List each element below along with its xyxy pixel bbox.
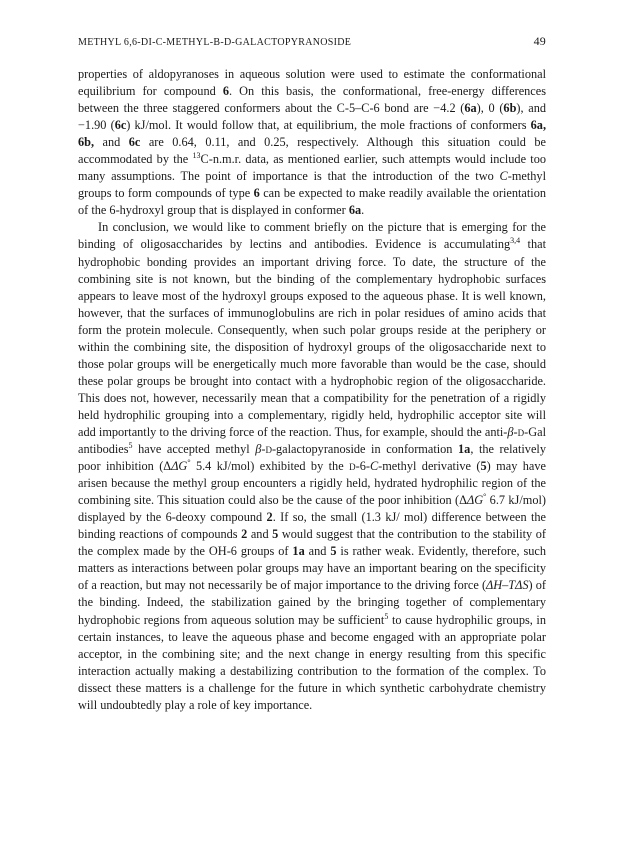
text-run: . If so, the small (1.3 kJ/ mol) difference between the binding reactions of compounds: [78, 510, 546, 542]
compound-ref: 6a: [464, 101, 477, 116]
compound-ref: 6c: [128, 135, 141, 150]
italic-term: β: [507, 424, 514, 439]
text-run: and: [304, 544, 331, 559]
superscript: 5: [128, 441, 133, 451]
text-run: d: [517, 424, 525, 439]
text-run: -Gal antibodies: [78, 424, 546, 457]
italic-term: β: [255, 442, 262, 457]
text-run: properties of aldopyranoses in aqueous solution were used to estimate the conformational equilibrium for compound: [78, 67, 546, 99]
italic-term: C: [499, 169, 508, 184]
compound-ref: 6: [253, 186, 260, 201]
italic-term: ΔG: [467, 493, 484, 508]
text-run: d: [265, 442, 272, 457]
italic-term: C: [369, 459, 379, 474]
text-run: ) may have arisen because the methyl group encounters a rigidly held, hydrated hydrophilic region of the combining site. This situation could also be the cause of the poor inhibition (Δ: [78, 459, 546, 508]
text-run: 5.4 kJ/mol) exhibited by the: [190, 459, 350, 474]
compound-ref: 6c: [114, 118, 127, 133]
text-run: 6.7 kJ/mol) displayed by the 6-deoxy compound: [78, 493, 546, 525]
superscript: °: [483, 492, 487, 502]
text-run: -methyl derivative (: [378, 459, 481, 474]
superscript: °: [187, 458, 191, 468]
page-number: 49: [533, 34, 546, 48]
italic-term: ΔG: [171, 459, 188, 474]
text-run: -methyl groups to form compounds of type: [78, 169, 546, 201]
text-run: -: [261, 442, 266, 457]
italic-term: ΔH–TΔS: [486, 578, 529, 593]
compound-ref: 6b: [503, 101, 517, 116]
text-run: -galactopyranoside in conformation: [271, 442, 459, 457]
text-run: -6-: [355, 459, 370, 474]
text-run: and: [247, 527, 273, 542]
text-run: . On this basis, the conformational, free-energy differences between the three staggered conformers about the C-5–C-6 bond are −4.2 (: [78, 84, 546, 116]
text-run: that hydrophobic bonding provides an important driving force. To date, the structure of the combining site is not known, but the binding of the complementary hydrophobic surfaces appears to leave most of the hydroxyl groups exposed to the aqueous phase. It is well known, however, that the surfaces of immunoglobulins are rich in polar residues of amino acids that form the protein molecule. Consequently, when such polar groups reside at the periphery or within the combining site, the disposition of hydroxyl groups of the oligosaccharide next to those polar groups will be energetically much more favorable than would be the case, should these polar groups be brought into contact with a hydrophobic region of the oligosaccharide. This does not, however, necessarily mean that a compatibility for the penetration of a rigidly held hydrophilic grouping into a complementary, rigidly held, hydrophilic acceptor site will add importantly to the driving force of the reaction. Thus, for example, should the anti-: [78, 237, 546, 439]
text-run: In conclusion, we would like to comment briefly on the picture that is emerging for the binding of oligosaccharides by lectins and antibodies. Evidence is accumulating: [78, 220, 546, 252]
text-run: ) of the binding. Indeed, the stabilization gained by the bringing together of complementary hydrophobic regions from aqueous solution may be sufficient: [78, 578, 546, 627]
text-run: ), 0 (: [476, 101, 504, 116]
text-run: are 0.64, 0.11, and 0.25, respectively. Although this situation could be accommodated by the: [78, 135, 547, 167]
text-run: -: [513, 424, 518, 439]
text-run: to cause hydrophilic groups, in certain instances, to leave the aqueous phase and become engaged with an appropriate polar acceptor, in the combining site; and the next change in energy resulting from this specific interaction actually making a destabilizing contribution to the formation of the complex. To dissect these matters is a challenge for the future in which synthetic carbohydrate chemistry will undoubtedly play a role of key importance.: [78, 612, 546, 712]
compound-ref: 6a: [348, 203, 362, 218]
text-run: and: [94, 135, 129, 150]
text-run: have accepted methyl: [132, 442, 256, 457]
superscript: 5: [384, 611, 389, 621]
text-run: d: [349, 459, 356, 474]
running-header: [78, 34, 546, 49]
compound-ref: 6: [222, 84, 229, 99]
compound-ref: 5: [330, 544, 337, 559]
compound-ref: 5: [272, 527, 279, 542]
text-run: would suggest that the contribution to the stability of the complex made by the OH-6 groups of: [78, 527, 547, 559]
compound-ref: 2: [241, 527, 248, 542]
text-run: is rather weak. Evidently, therefore, such matters as interactions between polar groups may have an important bearing on the specificity of a reaction, but may not necessarily be of major importance to the driving force (: [78, 544, 546, 593]
body-text: [78, 66, 546, 714]
compound-ref: 5: [480, 459, 487, 474]
compound-ref: 2: [266, 510, 273, 525]
compound-ref: 6a, 6b,: [78, 118, 547, 150]
paragraph-continuation: [78, 66, 546, 219]
text-run: C-n.m.r. data, as mentioned earlier, such attempts would include too many assumptions. The point of importance is that the introduction of the two: [78, 152, 546, 184]
superscript: 3,4: [510, 236, 521, 246]
text-run: ), and −1.90 (: [78, 101, 547, 133]
superscript: 13: [192, 151, 201, 161]
compound-ref: 1a: [292, 544, 305, 559]
compound-ref: 1a: [458, 442, 471, 457]
paragraph-conclusion: [78, 219, 546, 713]
running-title: METHYL 6,6-DI-C-METHYL-Β-D-GALACTOPYRANOSIDE: [78, 37, 352, 48]
text-run: ) kJ/mol. It would follow that, at equilibrium, the mole fractions of conformers: [126, 118, 531, 133]
text-run: .: [361, 203, 365, 218]
text-run: , the relatively poor inhibition (Δ: [78, 442, 546, 474]
text-run: can be expected to make readily available the orientation of the 6-hydroxyl group that is displayed in conformer: [78, 186, 546, 218]
